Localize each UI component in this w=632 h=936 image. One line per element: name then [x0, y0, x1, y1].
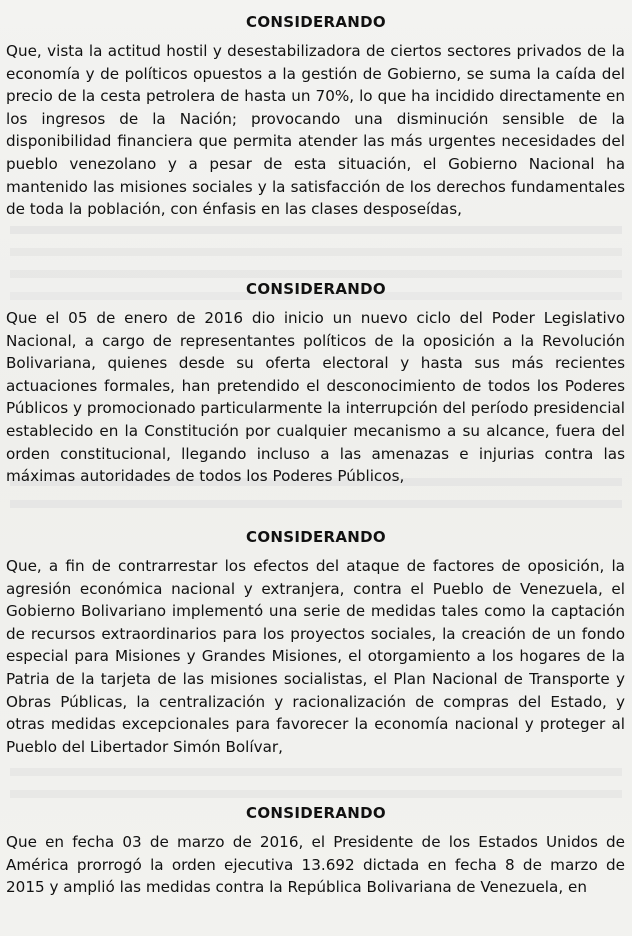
section-heading: CONSIDERANDO — [246, 280, 386, 298]
considerando-section-4 — [0, 804, 632, 899]
considerando-section-3 — [0, 528, 632, 758]
considerando-section-2 — [0, 280, 632, 488]
section-paragraph: Que el 05 de enero de 2016 dio inicio un nuevo ciclo del Poder Legislativo Nacional, a cargo de representantes políticos de la oposición a la Revolución Bolivariana, quienes desde su oferta electoral y hasta sus más recientes actuaciones formales, han pretendido el desconocimiento de todos los Poderes Públicos y promocionado particularmente la interrupción del período presidencial establecido en la Constitución por cualquier mecanismo a su alcance, fuera del orden constitucional, llegando incluso a las amenazas e injurias contra las máximas autoridades de todos los Poderes Públicos, — [6, 309, 625, 486]
section-paragraph: Que en fecha 03 de marzo de 2016, el Presidente de los Estados Unidos de América prorrogó la orden ejecutiva 13.692 dictada en fecha 8 de marzo de 2015 y amplió las medidas contra la República Bolivariana de Venezuela, en — [6, 833, 625, 897]
considerando-section-1 — [0, 13, 632, 221]
section-heading: CONSIDERANDO — [246, 804, 386, 822]
section-paragraph: Que, a fin de contrarrestar los efectos del ataque de factores de oposición, la agresión económica nacional y extranjera, contra el Pueblo de Venezuela, el Gobierno Bolivariano implementó una serie de medidas tales como la captación de recursos extraordinarios para los proyectos sociales, la creación de un fondo especial para Misiones y Grandes Misiones, el otorgamiento a los hogares de la Patria de la tarjeta de las misiones socialistas, el Plan Nacional de Transporte y Obras Públicas, la centralización y racionalización de compras del Estado, y otras medidas excepcionales para favorecer la economía nacional y proteger al Pueblo del Libertador Simón Bolívar, — [6, 557, 625, 756]
section-paragraph: Que, vista la actitud hostil y desestabilizadora de ciertos sectores privados de la economía y de políticos opuestos a la gestión de Gobierno, se suma la caída del precio de la cesta petrolera de hasta un 70%, lo que ha incidido directamente en los ingresos de la Nación; provocando una disminución sensible de la disponibilidad financiera que permita atender las más urgentes necesidades del pueblo venezolano y a pesar de esta situación, el Gobierno Nacional ha mantenido las misiones sociales y la satisfacción de los derechos fundamentales de toda la población, con énfasis en las clases desposeídas, — [6, 42, 625, 219]
section-heading: CONSIDERANDO — [246, 528, 386, 546]
section-heading: CONSIDERANDO — [246, 13, 386, 31]
